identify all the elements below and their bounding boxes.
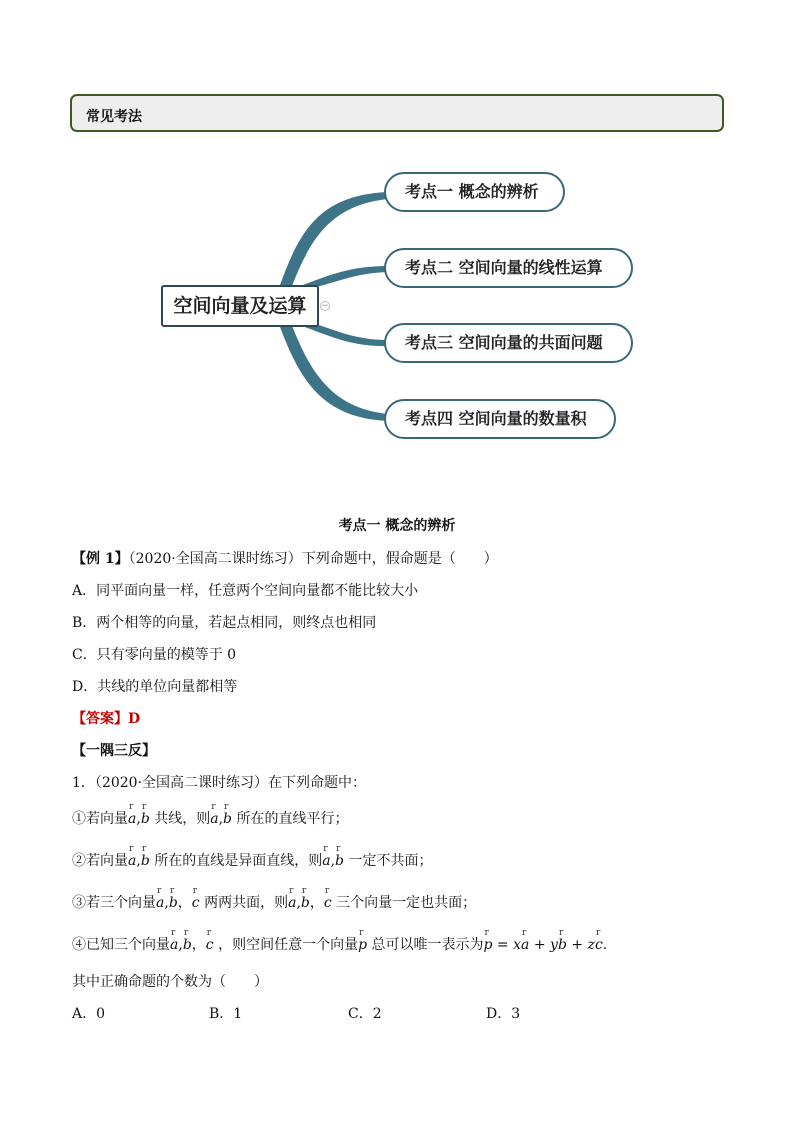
mindmap-branch-2[interactable]: 考点二 空间向量的线性运算	[384, 248, 633, 288]
mindmap-branch-1[interactable]: 考点一 概念的辨析	[384, 172, 565, 212]
linear-combination-formula: r p = xr a + yr b + zr c.	[484, 937, 608, 953]
practice-heading: 【一隅三反】	[72, 743, 156, 759]
section-header-title: 常见考法	[86, 109, 142, 125]
mindmap-root-node[interactable]: 空间向量及运算	[161, 285, 319, 327]
mindmap-branch-3[interactable]: 考点三 空间向量的共面问题	[384, 323, 633, 363]
example-option-b: B．两个相等的向量，若起点相同，则终点也相同	[72, 615, 377, 631]
statement-4: ④已知三个向量r a,r b，r c ，则空间任意一个向量r p 总可以唯一表示为r p = xr a + yr b + zr c.	[72, 934, 607, 954]
answer-label: 【答案】	[72, 711, 128, 727]
choice-c: C．2	[348, 1006, 382, 1022]
practice-ask: 其中正确命题的个数为（ ）	[72, 974, 268, 990]
mindmap-branch-4[interactable]: 考点四 空间向量的数量积	[384, 399, 616, 439]
example-option-c: C．只有零向量的模等于 0	[72, 647, 237, 663]
example-question	[72, 548, 498, 568]
section-title: 考点一 概念的辨析	[338, 518, 456, 534]
statement-1: ①若向量r a,r b 共线，则r a,r b 所在的直线平行；	[72, 808, 348, 828]
practice-question: 1．（2020·全国高二课时练习）在下列命题中：	[72, 775, 366, 791]
choice-d: D．3	[486, 1006, 521, 1022]
statement-2: ②若向量r a,r b 所在的直线是异面直线，则r a,r b 一定不共面；	[72, 850, 432, 870]
choice-a: A．0	[72, 1006, 106, 1022]
choice-b: B．1	[209, 1006, 243, 1022]
section-header-box	[70, 94, 724, 132]
answer-value: D	[128, 711, 141, 727]
statement-3: ③若三个向量r a,r b，r c 两两共面，则r a,r b，r c 三个向量一定也共面；	[72, 892, 476, 912]
collapse-toggle-icon[interactable]: −	[321, 301, 329, 311]
answer-line	[72, 708, 140, 728]
example-option-d: D．共线的单位向量都相等	[72, 679, 238, 695]
example-option-a: A．同平面向量一样，任意两个空间向量都不能比较大小	[72, 583, 419, 599]
example-stem: （2020·全国高二课时练习）下列命题中，假命题是（ ）	[128, 551, 498, 567]
example-label: 【例 1】	[72, 551, 129, 567]
